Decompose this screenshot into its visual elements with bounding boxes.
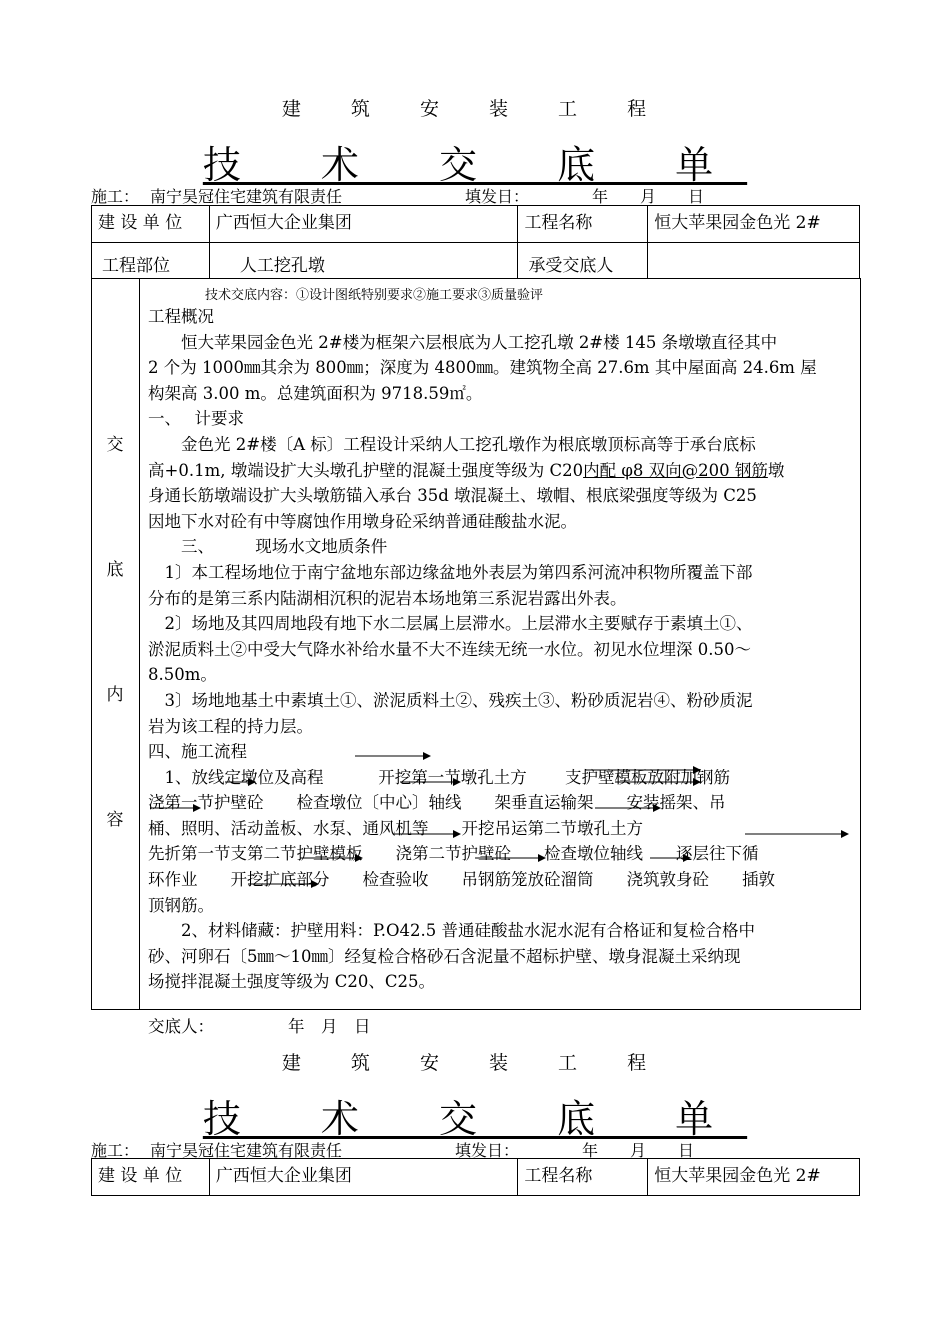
side-label-char: 内 (106, 685, 124, 705)
document-supertitle: 建 筑 安 装 工 程 (281, 98, 669, 120)
document-title: 技 术 交 底 单 (202, 1097, 748, 1141)
body-line: 砂、河卵石〔5㎜～10㎜〕经复检合格砂石含泥量不超标护壁、墩身混凝土采纳现 (148, 946, 741, 966)
body-line-text: 高+0.1m, 墩端设扩大头墩孔护壁的混凝土强度等级为 C20 (148, 460, 584, 480)
side-label-char: 底 (106, 560, 124, 580)
side-label-char: 容 (106, 810, 124, 830)
body-line: 身通长筋墩端设扩大头墩筋锚入承台 35d 墩混凝土、墩帽、根底梁强度等级为 C25 (148, 486, 757, 506)
project-name-label: 工程名称 (518, 1159, 648, 1196)
body-line: 3〕场地地基土中素填土①、淤泥质料土②、残疾土③、粉砂质泥岩④、粉砂质泥 (148, 690, 753, 710)
construction-company: 南宁昊冠住宅建筑有限责任 (150, 1141, 343, 1160)
body-line: 分布的是第三系内陆湖相沉积的泥岩本场地第三系泥岩露出外表。 (148, 588, 627, 608)
rebar-note: 内配 φ8 双向@200 钢筋 (583, 460, 768, 480)
part-value: 人工挖孔墩 (209, 243, 518, 279)
body-line: 8.50m。 (148, 665, 217, 685)
body-line: 岩为该工程的持力层。 (148, 716, 313, 736)
body-line: 1〕本工程场地位于南宁盆地东部边缘盆地外表层为第四系河流冲积物所覆盖下部 (148, 562, 753, 582)
project-name-label: 工程名称 (518, 206, 648, 243)
part-label: 工程部位 (92, 243, 210, 279)
builder-value: 广西恒大企业集团 (209, 1159, 518, 1196)
body-line: 浇第一节护壁砼 检查墩位〔中心〕轴线 架垂直运输架 安装摇架、吊 (148, 793, 726, 813)
body-line: 1、放线定墩位及高程 开挖第一节墩孔土方 支护壁模板放附加钢筋 (148, 767, 730, 787)
body-line: 因地下水对砼有中等腐蚀作用墩身砼采纳普通硅酸盐水泥。 (148, 511, 577, 531)
side-label-char: 交 (106, 435, 124, 455)
body-line: 恒大苹果园金色光 2#楼为框架六层根底为人工挖孔墩 2#楼 145 条墩墩直径其中 (148, 332, 778, 352)
rebar-tail: 墩 (767, 460, 785, 480)
body-line: 桶、照明、活动盖板、水泵、通风机等 开挖吊运第二节墩孔土方 (148, 818, 643, 838)
issue-date-label: 填发日： (465, 187, 530, 206)
builder-label: 建 设 单 位 (92, 1159, 210, 1196)
body-line: 一、 计要求 (148, 409, 244, 429)
header-table (91, 1158, 860, 1196)
body-line: 2 个为 1000㎜其余为 800㎜；深度为 4800㎜。建筑物全高 27.6m 其中屋面高 24.6m 屋 (148, 358, 817, 378)
builder-value: 广西恒大企业集团 (209, 206, 518, 243)
project-name-value: 恒大苹果园金色光 2# (648, 206, 860, 243)
body-line: 金色光 2#楼〔A 标〕工程设计采纳人工挖孔墩作为根底墩顶标高等于承台底标 (148, 434, 756, 454)
body-line: 2〕场地及其四周地段有地下水二层属上层滞水。上层滞水主要赋存于素填土①、 (148, 614, 753, 634)
document-title: 技 术 交 底 单 (202, 143, 748, 187)
issue-date-value: 年 月 日 (582, 1141, 695, 1160)
builder-label: 建 设 单 位 (92, 206, 210, 243)
project-name-value: 恒大苹果园金色光 2# (648, 1159, 860, 1196)
signer-date: 年 月 日 (288, 1017, 371, 1036)
body-line: 构架高 3.00 m。总建筑面积为 9718.59㎡。 (148, 383, 483, 403)
body-line: 四、施工流程 (148, 742, 247, 762)
body-line: 环作业 开挖扩底部分 检查验收 吊钢筋笼放砼溜筒 浇筑敦身砼 插敦 (148, 870, 775, 890)
body-line: 场搅拌混凝土强度等级为 C20、C25。 (148, 972, 435, 992)
issue-date-label: 填发日： (455, 1141, 520, 1160)
content-heading: 技术交底内容：①设计图纸特别要求②施工要求③质量验评 (205, 288, 544, 303)
body-line: 淤泥质料土②中受大气降水补给水量不大不连续无统一水位。初见水位埋深 0.50～ (148, 639, 751, 659)
body-line: 先折第一节支第二节护壁模板 浇第二节护壁砼 检查墩位轴线 逐层往下循 (148, 844, 759, 864)
construction-company: 南宁昊冠住宅建筑有限责任 (150, 187, 343, 206)
body-line: 2、材料储藏：护壁用料：P.O42.5 普通硅酸盐水泥水泥有合格证和复检合格中 (148, 921, 756, 941)
body-line: 顶钢筋。 (148, 895, 214, 915)
signer-label: 交底人： (148, 1017, 214, 1036)
body-line: 三、 现场水文地质条件 (148, 537, 388, 557)
issue-date-value: 年 月 日 (592, 187, 705, 206)
construction-label: 施工： (91, 1141, 140, 1160)
document-supertitle: 建 筑 安 装 工 程 (281, 1052, 669, 1074)
receiver-label: 承受交底人 (518, 243, 648, 279)
body-line: 工程概况 (148, 307, 214, 326)
construction-label: 施工： (91, 187, 140, 206)
